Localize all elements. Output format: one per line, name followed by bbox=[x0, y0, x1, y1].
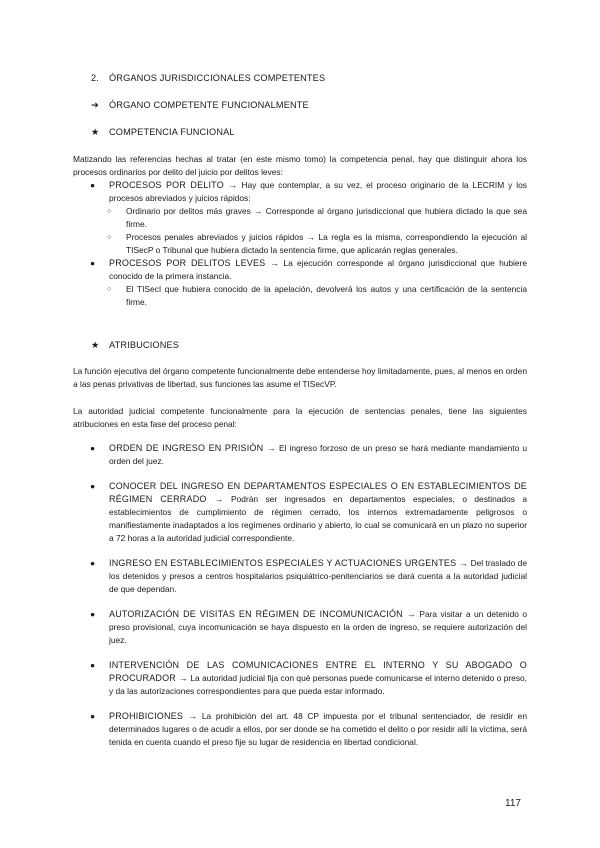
list-item bbox=[90, 608, 527, 647]
item-lead: CONOCER DEL INGRESO EN DEPARTAMENTOS ESPECIALES O EN ESTABLECIMIENTOS DE RÉGIMEN CERRADO → bbox=[109, 481, 527, 504]
circle-bullet-icon: ○ bbox=[107, 286, 112, 293]
bullet-icon: ● bbox=[90, 558, 96, 568]
intro-paragraph: Matizando las referencias hechas al tratar (en este mismo tomo) la competencia penal, hay que distinguir ahora los procesos ordinarios por delito del juicio por delitos leves: bbox=[73, 154, 527, 177]
atribuciones-list bbox=[90, 442, 527, 749]
list-item bbox=[90, 442, 527, 468]
bullet-icon: ● bbox=[90, 180, 96, 190]
list-item bbox=[90, 179, 527, 205]
item-text: La autoridad judicial fija con qué personas puede comunicarse el interno detenido o preso, y da las autorizaciones correspondientes para que pueda estar informado. bbox=[109, 673, 528, 696]
item-lead: AUTORIZACIÓN DE VISITAS EN RÉGIMEN DE INCOMUNICACIÓN → bbox=[109, 609, 416, 619]
list-item bbox=[90, 480, 527, 545]
item-lead: PROHIBICIONES → bbox=[109, 711, 198, 721]
sub-list-item bbox=[90, 205, 527, 231]
arrow-heading-title: ÓRGANO COMPETENTE FUNCIONALMENTE bbox=[109, 100, 309, 110]
list-item bbox=[90, 557, 527, 596]
bullet-icon: ● bbox=[90, 443, 96, 453]
atribuciones-paragraph-2: La autoridad judicial competente funcionalmente para la ejecución de sentencias penales, tiene las siguientes atribuciones en esta fase del proceso penal: bbox=[73, 406, 527, 429]
competencia-heading bbox=[91, 126, 235, 139]
bullet-icon: ● bbox=[90, 660, 96, 670]
star-icon: ★ bbox=[91, 340, 100, 350]
atribuciones-title: ATRIBUCIONES bbox=[109, 340, 180, 350]
item-lead: PROCESOS POR DELITO → bbox=[109, 180, 238, 190]
competencia-list bbox=[90, 179, 527, 309]
circle-bullet-icon: ○ bbox=[107, 208, 112, 215]
sub-item-text: El TISecI que hubiera conocido de la apelación, devolverá los autos y una certificación de la sentencia firme. bbox=[126, 284, 527, 307]
sub-item-text: Procesos penales abreviados y juicios rápidos → La regla es la misma, correspondiendo la ejecución al TISecP o Tribunal que hubiera dictado la sentencia firme, que aplicarán reglas generales. bbox=[126, 232, 527, 255]
item-lead: ORDEN DE INGRESO EN PRISIÓN → bbox=[109, 443, 276, 453]
item-text: La prohibición del art. 48 CP impuesta por el tribunal sentenciador, de residir en determinados lugares o de acudir a ellos, por ser donde se ha cometido el delito o por residir allí la víctima, será tenida en cuenta cuando el preso fije su lugar de residencia en libertad condicional. bbox=[109, 711, 527, 747]
sub-list-item bbox=[90, 283, 527, 309]
item-lead: INTERVENCIÓN DE LAS COMUNICACIONES ENTRE EL INTERNO Y SU ABOGADO O PROCURADOR → bbox=[109, 660, 527, 683]
star-icon: ★ bbox=[91, 127, 100, 137]
section-title: ÓRGANOS JURISDICCIONALES COMPETENTES bbox=[109, 73, 326, 83]
item-lead: PROCESOS POR DELITOS LEVES → bbox=[109, 258, 280, 268]
item-text: Del traslado de los detenidos y presos a centros hospitalarios psiquiátrico-penitenciarios se dará cuenta a la autoridad judicial de que dependan. bbox=[109, 558, 527, 594]
arrow-heading bbox=[91, 99, 309, 112]
bullet-icon: ● bbox=[90, 711, 96, 721]
section-heading bbox=[91, 72, 325, 85]
list-item bbox=[90, 710, 527, 749]
circle-bullet-icon: ○ bbox=[107, 234, 112, 241]
atribuciones-heading bbox=[91, 339, 179, 352]
list-item bbox=[90, 257, 527, 283]
item-lead: INGRESO EN ESTABLECIMIENTOS ESPECIALES Y ACTUACIONES URGENTES → bbox=[109, 558, 469, 568]
section-number: 2. bbox=[91, 73, 99, 83]
item-text: Hay que contemplar, a su vez, el proceso originario de la LECRIM y los procesos abreviados y juicios rápidos: bbox=[109, 180, 527, 203]
sub-list-item bbox=[90, 231, 527, 257]
item-text: Para visitar a un detenido o preso provisional, cuya incomunicación se haya dispuesto en la orden de ingreso, se requiere autorización del juez. bbox=[109, 609, 527, 645]
arrow-icon: ➔ bbox=[91, 100, 99, 110]
bullet-icon: ● bbox=[90, 258, 96, 268]
bullet-icon: ● bbox=[90, 609, 96, 619]
sub-item-text: Ordinario por delitos más graves → Corresponde al órgano jurisdiccional que hubiera dictado la que sea firme. bbox=[126, 206, 527, 229]
item-text: La ejecución corresponde al órgano jurisdiccional que hubiere conocido de la primera instancia. bbox=[109, 258, 528, 281]
item-text: El ingreso forzoso de un preso se hará mediante mandamiento u orden del juez. bbox=[109, 443, 527, 466]
list-item bbox=[90, 659, 527, 698]
bullet-icon: ● bbox=[90, 481, 96, 491]
page-number: 117 bbox=[505, 798, 521, 809]
item-text: Podrán ser ingresados en departamentos especiales, o destinados a establecimientos de cumplimiento de régimen cerrado, los internos extremadamente peligrosos o manifiestamente inadaptados a los regímenes ordinario y abierto, lo cual se comunicará en un plazo no superior a 72 horas a la autoridad judicial correspondiente. bbox=[109, 494, 527, 543]
competencia-title: COMPETENCIA FUNCIONAL bbox=[109, 127, 235, 137]
atribuciones-paragraph-1: La función ejecutiva del órgano competente funcionalmente debe entenderse hoy limitadamente, pues, al menos en orden a las penas privativas de libertad, sus funciones las asume el TISecVP. bbox=[73, 366, 527, 389]
